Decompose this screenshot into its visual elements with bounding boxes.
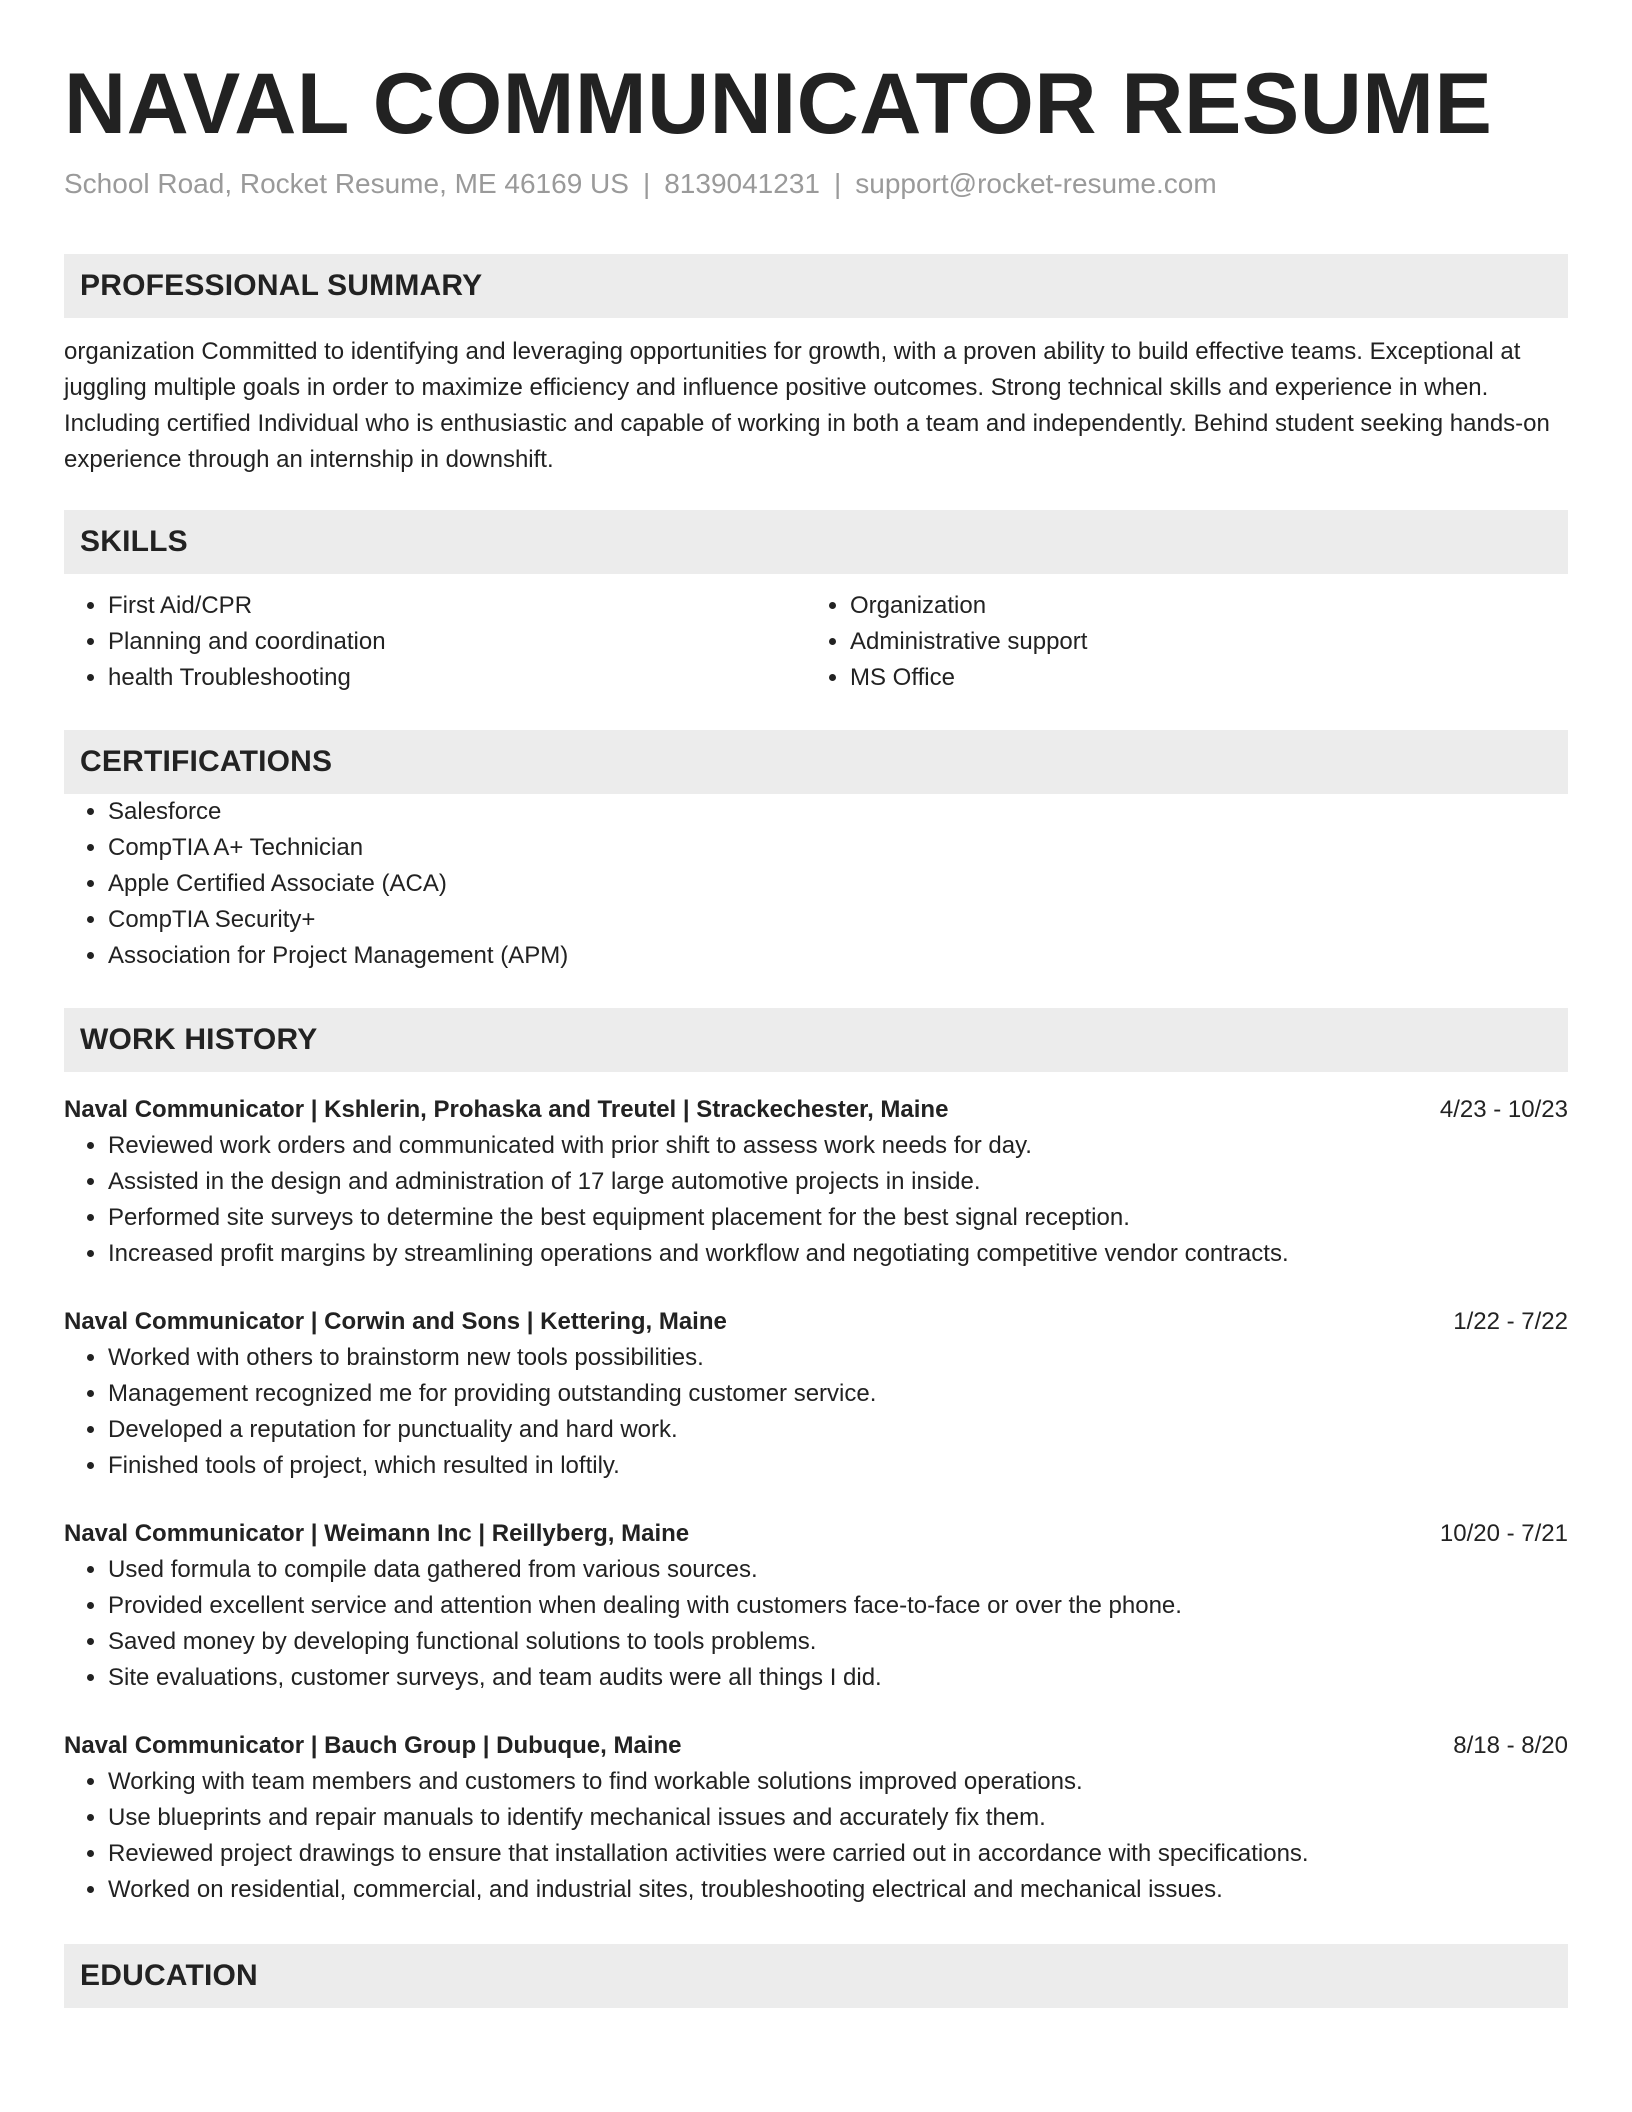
job-dates: 8/18 - 8/20 [1453, 1732, 1568, 1759]
job-bullet: • Use blueprints and repair manuals to identify mechanical issues and accurately fix them. [108, 1800, 1568, 1836]
job-heading-row [64, 1516, 1568, 1552]
job-bullet: • Worked with others to brainstorm new tools possibilities. [108, 1340, 1568, 1376]
certification-item: • Apple Certified Associate (ACA) [108, 866, 1568, 902]
job-bullet: • Performed site surveys to determine the best equipment placement for the best signal reception. [108, 1200, 1568, 1236]
skill-item: • Organization [850, 588, 1548, 624]
certifications-list [64, 794, 1568, 974]
job-bullet: • Saved money by developing functional solutions to tools problems. [108, 1624, 1568, 1660]
job-bullet: • Working with team members and customers to find workable solutions improved operations. [108, 1764, 1568, 1800]
certification-item: • Salesforce [108, 794, 1568, 830]
job-bullets [64, 1552, 1568, 1696]
job-title: Naval Communicator | Corwin and Sons | Kettering, Maine [64, 1308, 727, 1335]
job-dates: 1/22 - 7/22 [1453, 1308, 1568, 1335]
skill-item: • Planning and coordination [108, 624, 806, 660]
job-entry [64, 1092, 1568, 1272]
certification-item: • Association for Project Management (APM) [108, 938, 1568, 974]
job-bullet: • Finished tools of project, which resulted in loftily. [108, 1448, 1568, 1484]
skills-grid [64, 588, 1568, 696]
job-bullet: • Provided excellent service and attention when dealing with customers face-to-face or over the phone. [108, 1588, 1568, 1624]
job-heading-row [64, 1304, 1568, 1340]
job-bullet: • Developed a reputation for punctuality and hard work. [108, 1412, 1568, 1448]
job-dates: 4/23 - 10/23 [1439, 1096, 1568, 1123]
contact-line [64, 166, 1568, 202]
skill-item: • MS Office [850, 660, 1548, 696]
section-header-certifications: CERTIFICATIONS [64, 730, 1568, 794]
skill-item: • Administrative support [850, 624, 1548, 660]
job-title: Naval Communicator | Weimann Inc | Reillyberg, Maine [64, 1520, 690, 1547]
job-bullet: • Assisted in the design and administration of 17 large automotive projects in inside. [108, 1164, 1568, 1200]
job-bullet: • Site evaluations, customer surveys, and team audits were all things I did. [108, 1660, 1568, 1696]
skills-list-left [64, 588, 806, 696]
job-bullet: • Reviewed work orders and communicated with prior shift to assess work needs for day. [108, 1128, 1568, 1164]
skill-item: • health Troubleshooting [108, 660, 806, 696]
contact-phone: 8139041231 [664, 168, 820, 199]
section-header-work-history: WORK HISTORY [64, 1008, 1568, 1072]
job-entry [64, 1728, 1568, 1908]
job-bullet: • Worked on residential, commercial, and industrial sites, troubleshooting electrical and mechanical issues. [108, 1872, 1568, 1908]
section-header-summary: PROFESSIONAL SUMMARY [64, 254, 1568, 318]
job-title: Naval Communicator | Bauch Group | Dubuque, Maine [64, 1732, 682, 1759]
job-heading-row [64, 1728, 1568, 1764]
skill-item: • First Aid/CPR [108, 588, 806, 624]
job-bullets [64, 1128, 1568, 1272]
job-bullet: • Reviewed project drawings to ensure that installation activities were carried out in accordance with specifications. [108, 1836, 1568, 1872]
contact-email: support@rocket-resume.com [855, 168, 1217, 199]
job-dates: 10/20 - 7/21 [1439, 1520, 1568, 1547]
section-header-skills: SKILLS [64, 510, 1568, 574]
job-bullets [64, 1340, 1568, 1484]
job-title: Naval Communicator | Kshlerin, Prohaska and Treutel | Strackechester, Maine [64, 1096, 949, 1123]
job-heading-row [64, 1092, 1568, 1128]
job-bullet: • Management recognized me for providing outstanding customer service. [108, 1376, 1568, 1412]
page-title: NAVAL COMMUNICATOR RESUME [64, 56, 1493, 152]
contact-separator: | [833, 168, 842, 199]
contact-address: School Road, Rocket Resume, ME 46169 US [64, 168, 629, 199]
certification-item: • CompTIA A+ Technician [108, 830, 1568, 866]
job-entry [64, 1516, 1568, 1696]
job-entry [64, 1304, 1568, 1484]
skills-list-right [806, 588, 1548, 696]
job-bullet: • Used formula to compile data gathered from various sources. [108, 1552, 1568, 1588]
section-header-education: EDUCATION [64, 1944, 1568, 2008]
summary-text: organization Committed to identifying and leveraging opportunities for growth, with a proven ability to build effective teams. Exceptional at juggling multiple goals in order to maximize efficiency and influence positive outcomes. Strong technical skills and experience in when. Including certified Individual who is enthusiastic and capable of working in both a team and independently. Behind student seeking hands-on experience through an internship in downshift. [64, 338, 1550, 473]
job-bullets [64, 1764, 1568, 1908]
contact-separator: | [642, 168, 651, 199]
certification-item: • CompTIA Security+ [108, 902, 1568, 938]
job-bullet: • Increased profit margins by streamlining operations and workflow and negotiating competitive vendor contracts. [108, 1236, 1568, 1272]
